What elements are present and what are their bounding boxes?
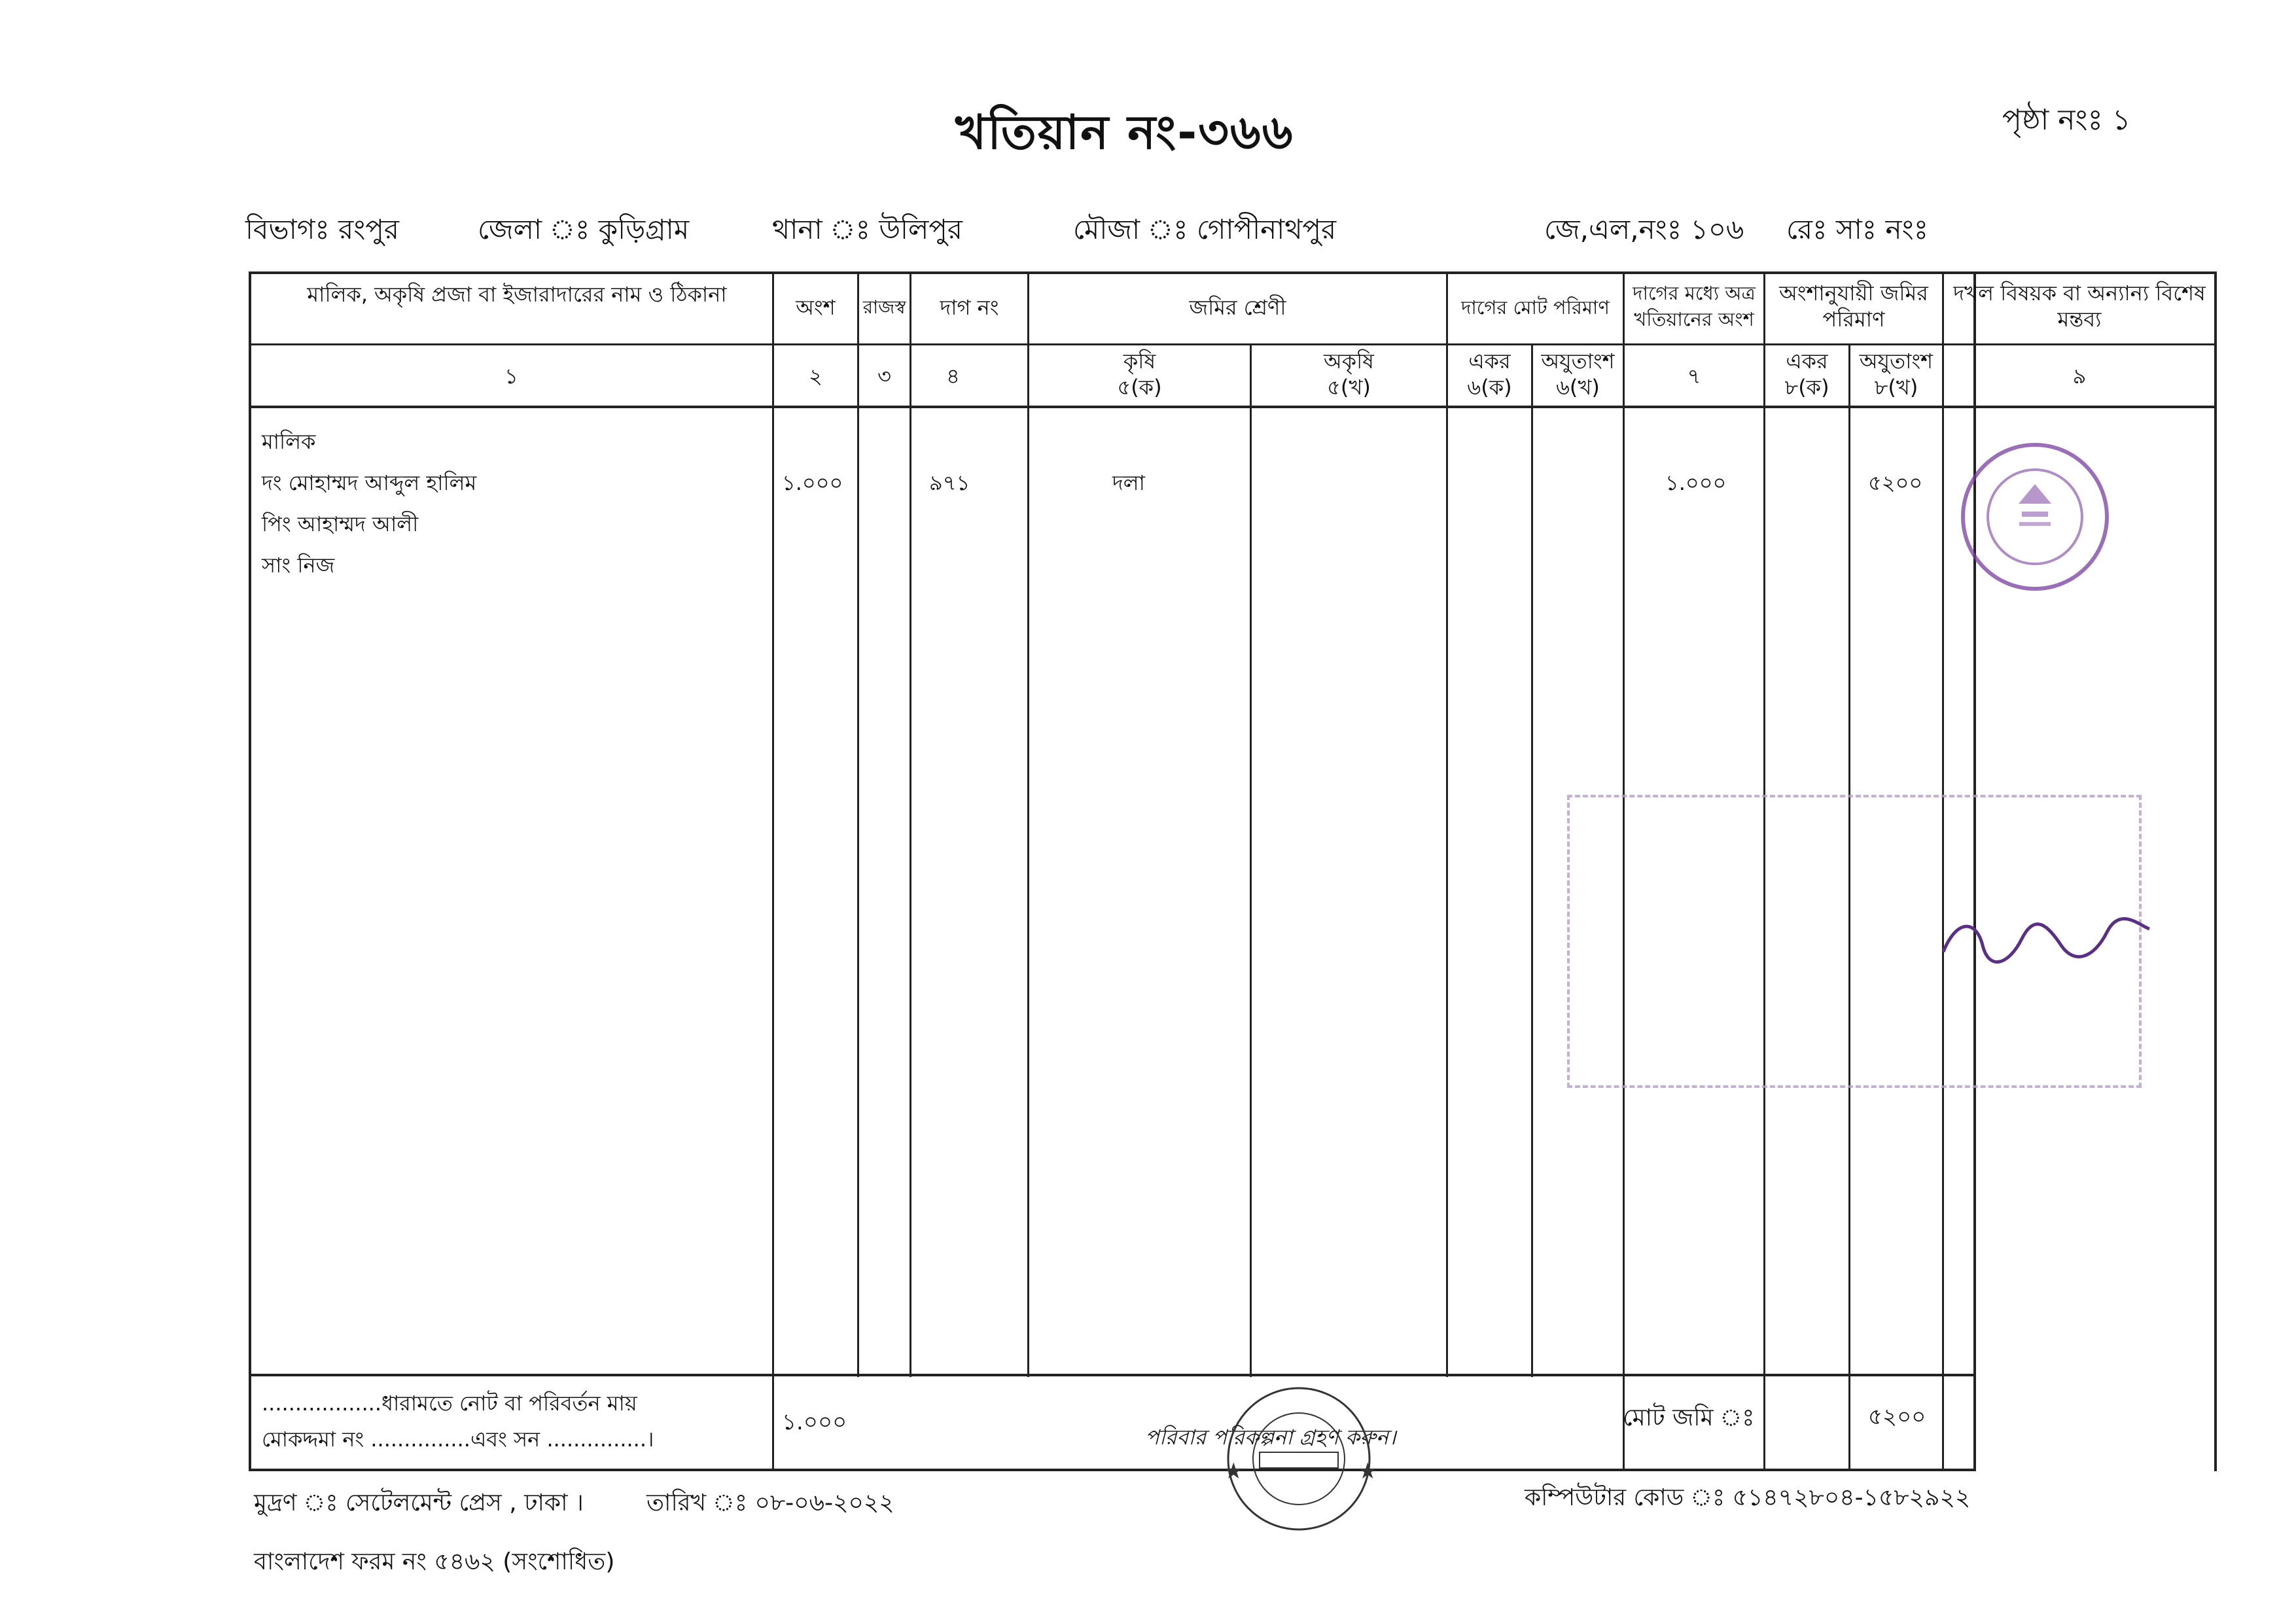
col-line	[772, 271, 774, 1471]
header-revenue: রাজস্ব	[862, 296, 906, 318]
footer-share-total: ১.০০০	[782, 1409, 847, 1435]
remarks-line-numbers	[1942, 406, 2217, 408]
sub-ekor-8-number: ৮(ক)	[1784, 375, 1829, 400]
form-number: বাংলাদেশ ফরম নং ৫৪৬২ (সংশোধিত)	[254, 1548, 615, 1575]
reg-number: রেঃ সাঃ নংঃ	[1786, 213, 1929, 245]
sub-ajutangsho-8	[1850, 348, 1942, 400]
col-line	[1446, 271, 1448, 1377]
sub-ekor-6-number: ৬(ক)	[1467, 375, 1512, 400]
header-owner: মালিক, অকৃষি প্রজা বা ইজারাদারের নাম ও ঠিকানা	[307, 282, 727, 307]
sub-ajutangsho-6-number: ৬(খ)	[1556, 375, 1600, 400]
owner-line: সাং নিজ	[262, 553, 335, 578]
sub-ekor-8	[1765, 348, 1848, 400]
total-land-value: ৫২০০	[1868, 1404, 1926, 1430]
signature	[1937, 913, 2153, 974]
total-land-label: মোট জমি ঃ	[1623, 1405, 1755, 1431]
row-dag-no: ৯৭১	[929, 470, 970, 495]
owner-line: পিং আহাম্মদ আলী	[262, 512, 419, 536]
row-land-class: দলা	[1112, 470, 1145, 495]
remarks-top	[1942, 271, 2217, 274]
col-line	[1027, 271, 1029, 1377]
svg-text:★: ★	[1224, 1458, 1244, 1484]
thana-label: থানা ঃ উলিপুর	[772, 213, 963, 245]
table-line-footer	[249, 1374, 1976, 1376]
table-line-header	[249, 343, 1976, 345]
district-label: জেলা ঃ কুড়িগ্রাম	[478, 213, 690, 245]
header-dag-total: দাগের মোট পরিমাণ	[1461, 296, 1610, 319]
computer-code: কম্পিউটার কোড ঃ ৫১৪৭২৮০৪-১৫৮২৯২২	[1525, 1484, 1971, 1511]
note-line-2: মোকদ্দমা নং ...............এবং সন ...............।	[262, 1427, 654, 1452]
sub-krishi	[1029, 348, 1250, 400]
note-line-1: ..................ধারামতে নোট বা পরিবর্তন মায়	[262, 1391, 637, 1416]
header-khatian-share: দাগের মধ্যে অত্র খতিয়ানের অংশ	[1633, 282, 1756, 330]
table-line-numbers	[249, 406, 1976, 408]
sub-krishi-label: কৃষি	[1123, 349, 1156, 374]
header-share: অংশ	[796, 295, 836, 320]
sub-krishi-number: ৫(ক)	[1117, 375, 1162, 400]
col-line	[1250, 345, 1252, 1377]
sub-ajutangsho-8-label: অযুতাংশ	[1859, 349, 1934, 374]
col-num-7: ৭	[1687, 364, 1701, 389]
col-num-9: ৯	[2072, 364, 2087, 389]
sub-akrishi-number: ৫(খ)	[1327, 375, 1371, 400]
division-label: বিভাগঃ রংপুর	[245, 213, 399, 245]
header-land-class: জমির শ্রেণী	[1189, 295, 1286, 320]
owner-line: দং মোহাম্মদ আব্দুল হালিম	[262, 470, 477, 495]
owner-line: মালিক	[262, 429, 316, 454]
col-line	[910, 271, 911, 1377]
sub-ekor-6	[1448, 348, 1531, 400]
col-num-2: ২	[809, 364, 822, 389]
family-planning-text: পরিবার পরিকল্পনা গ্রহণ করুন।	[1145, 1425, 1396, 1450]
official-seal	[1956, 438, 2113, 598]
press-seal	[1201, 1380, 1397, 1540]
col-line	[857, 271, 859, 1377]
row-share: ১.০০০	[782, 470, 843, 495]
header-dag-no: দাগ নং	[940, 295, 999, 320]
sub-akrishi-label: অকৃষি	[1324, 349, 1374, 374]
col-line	[1531, 345, 1533, 1377]
sub-ekor-6-label: একর	[1468, 349, 1511, 374]
document-title: খতিয়ান নং-৩৬৬	[955, 105, 1294, 160]
row-khatian-share: ১.০০০	[1665, 470, 1727, 495]
header-share-area: অংশানুযায়ী জমির পরিমাণ	[1779, 281, 1928, 332]
remarks-line-header	[1942, 343, 2217, 345]
svg-text:★: ★	[1358, 1458, 1378, 1484]
row-ajutangsho-8: ৫২০০	[1868, 470, 1923, 495]
table-border-left	[249, 271, 251, 1471]
page-number: পৃষ্ঠা নংঃ ১	[2002, 103, 2131, 137]
printer-info: মুদ্রণ ঃ সেটেলমেন্ট প্রেস , ঢাকা ।	[254, 1490, 584, 1516]
print-date: তারিখ ঃ ০৮-০৬-২০২২	[646, 1490, 894, 1516]
table-border-bottom	[249, 1469, 1976, 1471]
col-num-1: ১	[504, 364, 518, 389]
mouza-label: মৌজা ঃ গোপীনাথপুর	[1073, 213, 1337, 245]
sub-ajutangsho-8-number: ৮(খ)	[1874, 375, 1918, 400]
header-remarks: দখল বিষয়ক বা অন্যান্য বিশেষ মন্তব্য	[1953, 281, 2206, 332]
col-num-4: ৪	[946, 364, 960, 389]
col-num-3: ৩	[877, 364, 891, 389]
sub-ajutangsho-6-label: অযুতাংশ	[1541, 349, 1615, 374]
remarks-right-border	[2214, 271, 2217, 1471]
sub-akrishi	[1252, 348, 1446, 400]
jl-number: জে,এল,নংঃ ১০৬	[1544, 213, 1744, 245]
sub-ekor-8-label: একর	[1786, 349, 1828, 374]
sub-ajutangsho-6	[1533, 348, 1623, 400]
table-border-top	[249, 271, 1976, 274]
